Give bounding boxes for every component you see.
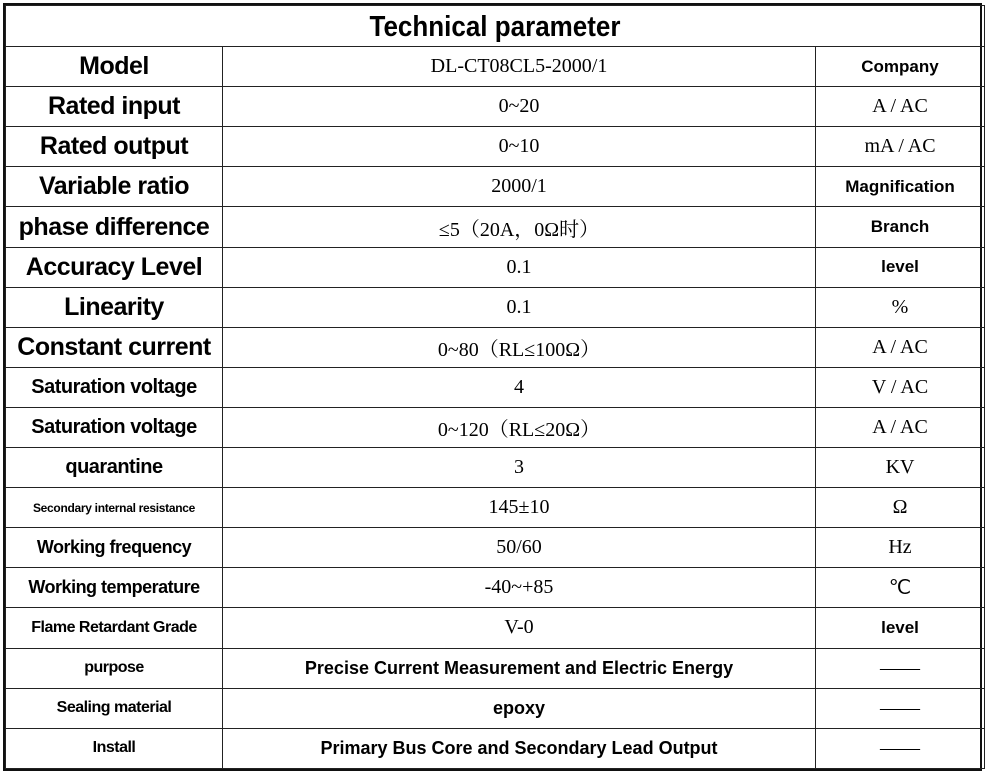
param-value-accuracy-level: 0.1 <box>223 247 816 287</box>
param-unit-working-frequency: Hz <box>816 528 985 568</box>
param-label-sealing-material: Sealing material <box>6 688 223 728</box>
table-row <box>6 568 985 608</box>
param-value-purpose: Precise Current Measurement and Electric Energy <box>223 648 816 688</box>
param-unit-sealing-material: —— <box>816 688 985 728</box>
param-value-rated-input: 0~20 <box>223 87 816 127</box>
param-value-saturation-voltage-2: 0~120（RL≤20Ω） <box>223 407 816 447</box>
table-row <box>6 247 985 287</box>
param-value-working-frequency: 50/60 <box>223 528 816 568</box>
param-value-model: DL-CT08CL5-2000/1 <box>223 47 816 87</box>
param-value-saturation-voltage: 4 <box>223 367 816 407</box>
table-row <box>6 648 985 688</box>
param-label-saturation-voltage: Saturation voltage <box>6 367 223 407</box>
param-unit-secondary-internal-resistance: Ω <box>816 488 985 528</box>
technical-parameter-sheet <box>3 3 982 771</box>
param-value-sealing-material: epoxy <box>223 688 816 728</box>
param-unit-linearity: % <box>816 287 985 327</box>
table-row <box>6 728 985 768</box>
param-label-purpose: purpose <box>6 648 223 688</box>
param-label-flame-retardant-grade: Flame Retardant Grade <box>6 608 223 648</box>
parameter-table <box>5 5 985 769</box>
param-unit-quarantine: KV <box>816 448 985 488</box>
param-unit-phase-difference: Branch <box>816 207 985 247</box>
param-value-linearity: 0.1 <box>223 287 816 327</box>
param-label-working-frequency: Working frequency <box>6 528 223 568</box>
param-label-constant-current: Constant current <box>6 327 223 367</box>
table-row <box>6 287 985 327</box>
table-row <box>6 127 985 167</box>
param-unit-saturation-voltage: V / AC <box>816 367 985 407</box>
param-label-variable-ratio: Variable ratio <box>6 167 223 207</box>
table-title: Technical parameter <box>6 3 985 48</box>
param-unit-rated-output: mA / AC <box>816 127 985 167</box>
table-row <box>6 207 985 247</box>
param-unit-variable-ratio: Magnification <box>816 167 985 207</box>
table-row <box>6 47 985 87</box>
table-row <box>6 87 985 127</box>
param-value-quarantine: 3 <box>223 448 816 488</box>
table-row <box>6 488 985 528</box>
param-label-quarantine: quarantine <box>6 448 223 488</box>
param-value-working-temperature: -40~+85 <box>223 568 816 608</box>
param-value-install: Primary Bus Core and Secondary Lead Output <box>223 728 816 768</box>
param-value-secondary-internal-resistance: 145±10 <box>223 488 816 528</box>
table-row <box>6 688 985 728</box>
param-unit-saturation-voltage-2: A / AC <box>816 407 985 447</box>
param-unit-install: —— <box>816 728 985 768</box>
table-row <box>6 167 985 207</box>
param-value-rated-output: 0~10 <box>223 127 816 167</box>
param-label-model: Model <box>6 47 223 87</box>
param-unit-constant-current: A / AC <box>816 327 985 367</box>
param-label-install: Install <box>6 728 223 768</box>
param-unit-model: Company <box>816 47 985 87</box>
param-unit-purpose: —— <box>816 648 985 688</box>
param-value-phase-difference: ≤5（20A，0Ω时） <box>223 207 816 247</box>
table-row <box>6 407 985 447</box>
table-row <box>6 327 985 367</box>
param-label-accuracy-level: Accuracy Level <box>6 247 223 287</box>
param-label-phase-difference: phase difference <box>6 207 223 247</box>
param-label-rated-input: Rated input <box>6 87 223 127</box>
param-label-secondary-internal-resistance: Secondary internal resistance <box>6 488 223 528</box>
param-value-constant-current: 0~80（RL≤100Ω） <box>223 327 816 367</box>
param-label-rated-output: Rated output <box>6 127 223 167</box>
table-row <box>6 528 985 568</box>
table-row <box>6 448 985 488</box>
param-label-saturation-voltage-2: Saturation voltage <box>6 407 223 447</box>
param-unit-accuracy-level: level <box>816 247 985 287</box>
param-value-flame-retardant-grade: V-0 <box>223 608 816 648</box>
param-unit-flame-retardant-grade: level <box>816 608 985 648</box>
param-label-working-temperature: Working temperature <box>6 568 223 608</box>
param-unit-rated-input: A / AC <box>816 87 985 127</box>
table-row <box>6 367 985 407</box>
param-unit-working-temperature: ℃ <box>816 568 985 608</box>
param-label-linearity: Linearity <box>6 287 223 327</box>
table-row <box>6 608 985 648</box>
param-value-variable-ratio: 2000/1 <box>223 167 816 207</box>
